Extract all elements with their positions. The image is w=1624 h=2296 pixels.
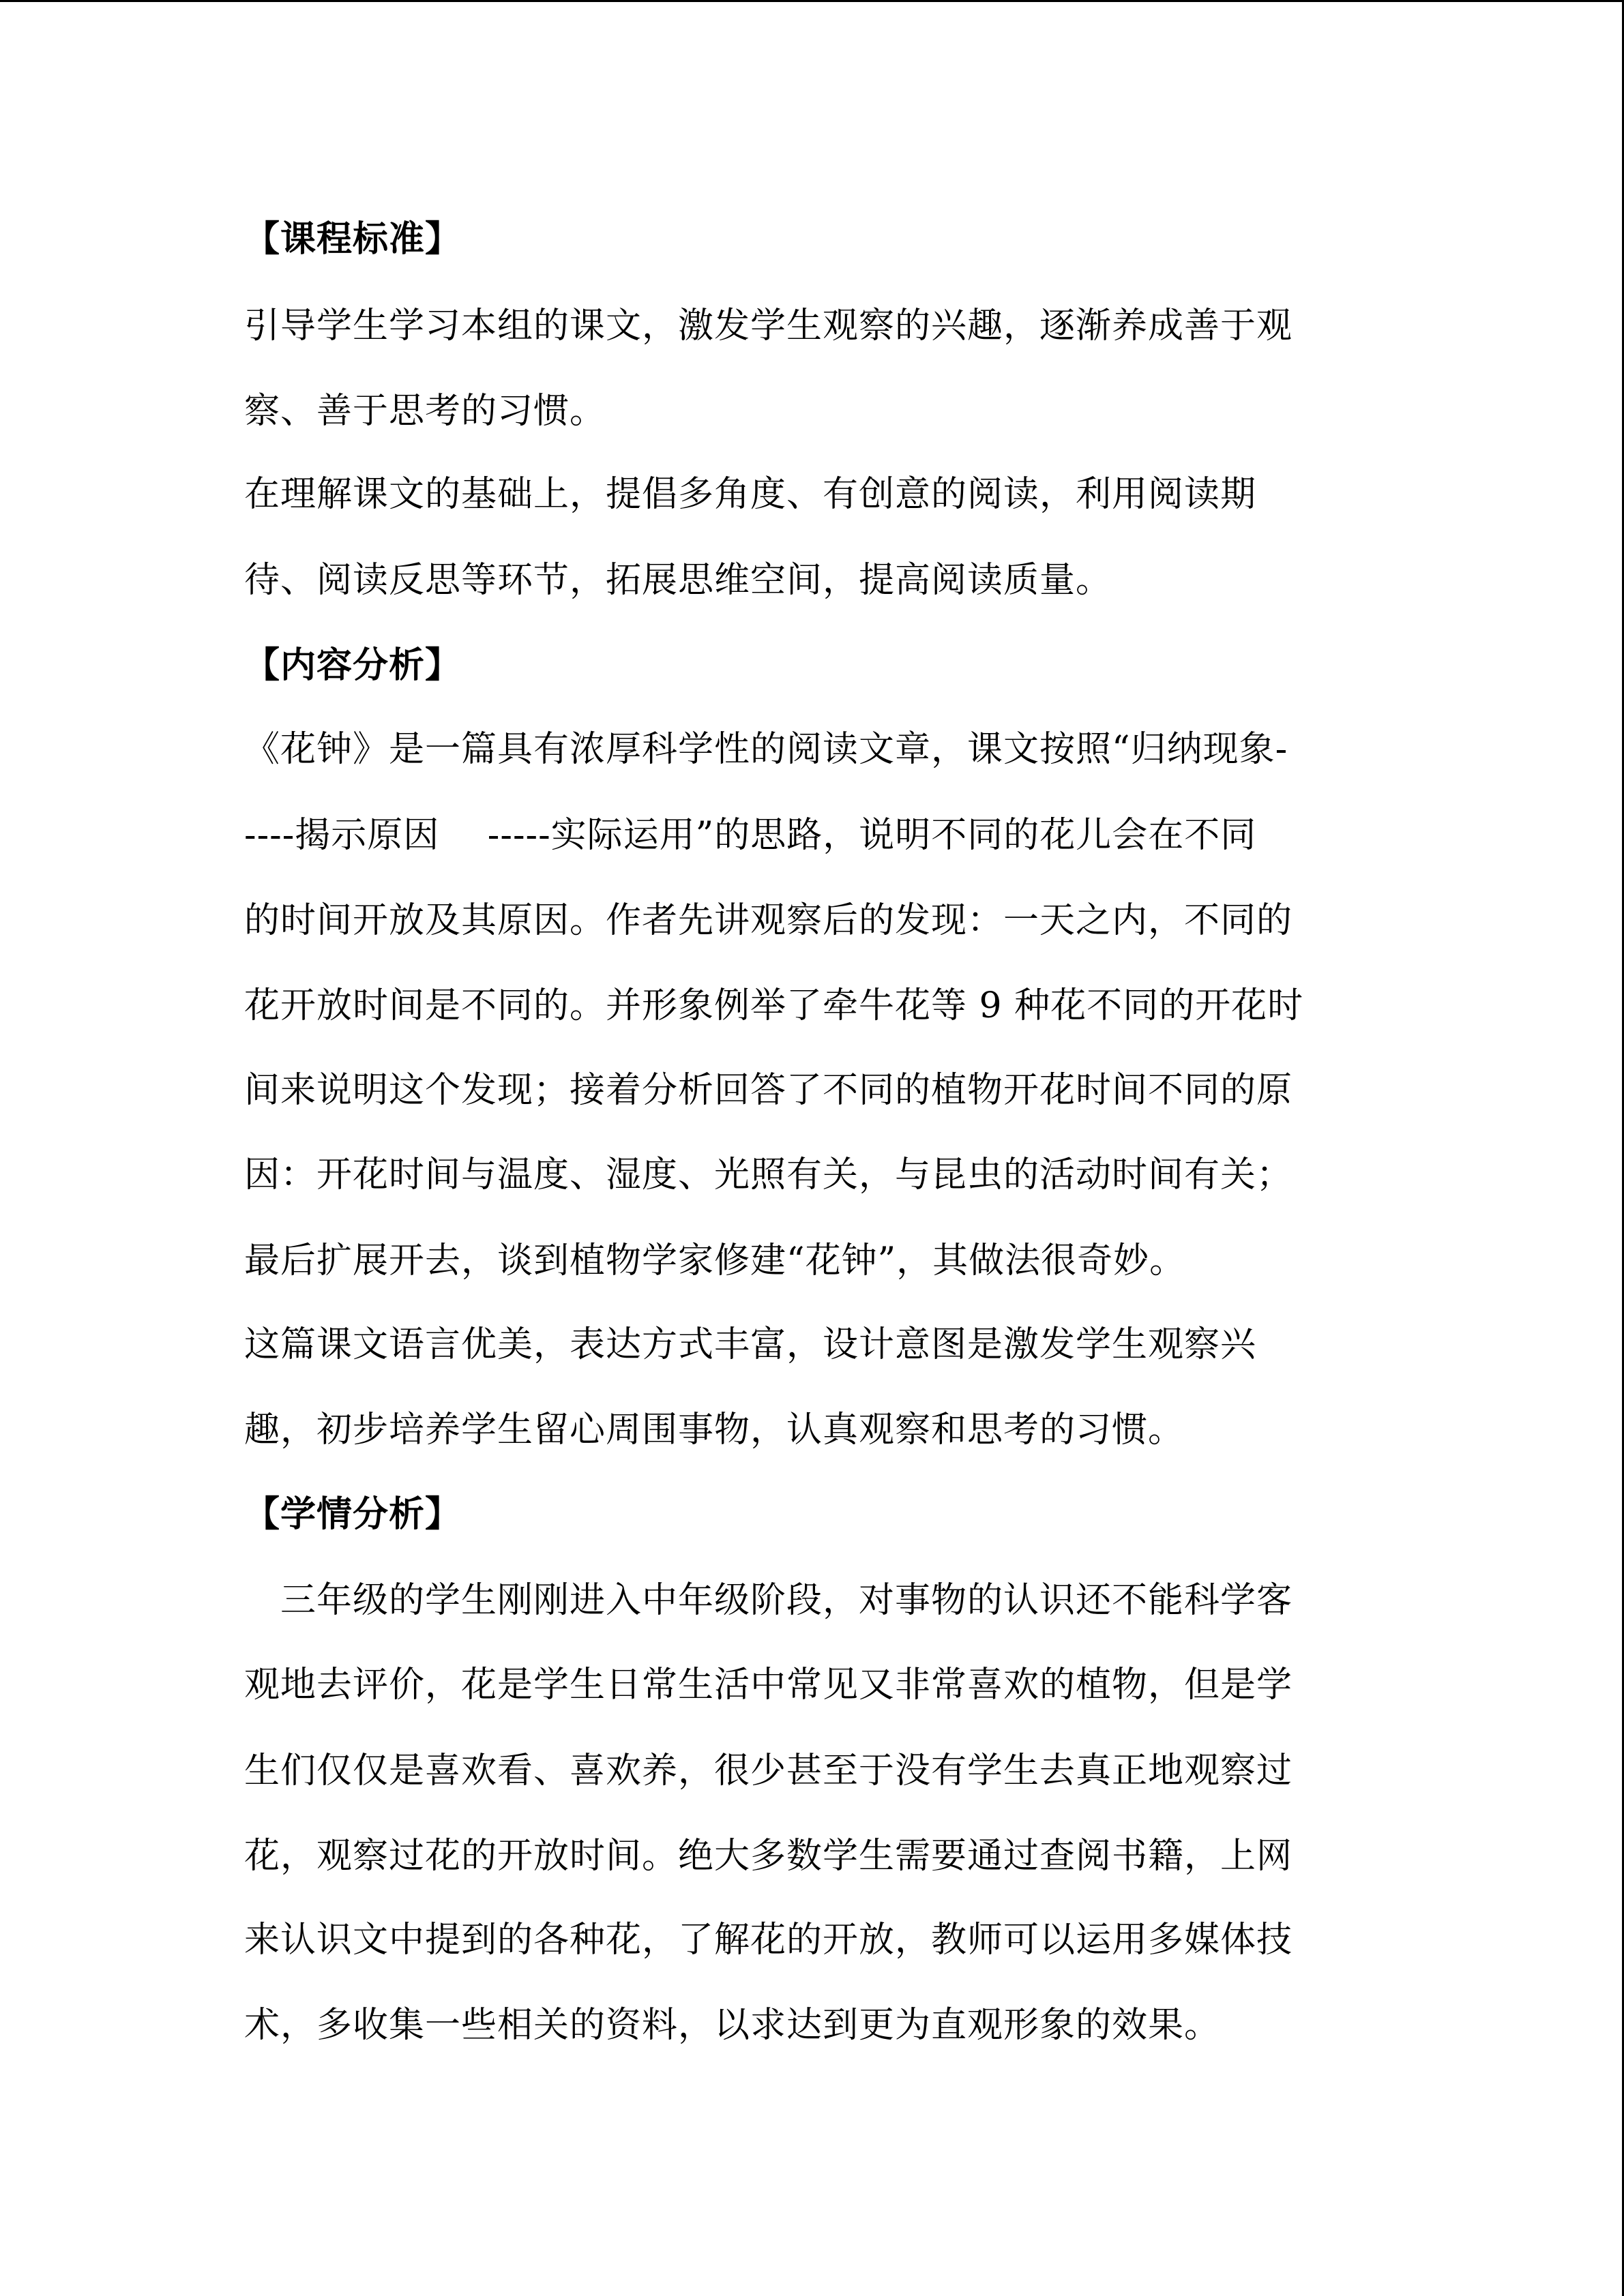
paragraph-line: 生们仅仅是喜欢看、喜欢养，很少甚至于没有学生去真正地观察过 xyxy=(244,1750,1293,1791)
paragraph-line: 这篇课文语言优美，表达方式丰富，设计意图是激发学生观察兴 xyxy=(244,1324,1257,1365)
paragraph-line: 花开放时间是不同的。并形象例举了牵牛花等 9 种花不同的开花时 xyxy=(244,985,1304,1026)
paragraph-line: 趣，初步培养学生留心周围事物，认真观察和思考的习惯。 xyxy=(244,1410,1185,1450)
paragraph-line: 《花钟》是一篇具有浓厚科学性的阅读文章，课文按照“归纳现象- xyxy=(244,729,1288,770)
section-heading-content-analysis: 【内容分析】 xyxy=(244,645,462,686)
paragraph-line: 来认识文中提到的各种花，了解花的开放，教师可以运用多媒体技 xyxy=(244,1920,1293,1960)
paragraph-line: 术，多收集一些相关的资料，以求达到更为直观形象的效果。 xyxy=(244,2005,1221,2046)
paragraph-line: 花，观察过花的开放时间。绝大多数学生需要通过查阅书籍，上网 xyxy=(244,1836,1293,1877)
section-heading-learner-analysis: 【学情分析】 xyxy=(244,1494,462,1535)
paragraph-line: 在理解课文的基础上，提倡多角度、有创意的阅读，利用阅读期 xyxy=(244,474,1257,515)
section-heading-course-standard: 【课程标准】 xyxy=(244,219,462,260)
paragraph-line: 察、善于思考的习惯。 xyxy=(244,391,606,432)
paragraph-line: 待、阅读反思等环节，拓展思维空间，提高阅读质量。 xyxy=(244,560,1112,601)
paragraph-line: 因：开花时间与温度、湿度、光照有关，与昆虫的活动时间有关； xyxy=(244,1154,1293,1195)
paragraph-line: 三年级的学生刚刚进入中年级阶段，对事物的认识还不能科学客 xyxy=(244,1580,1293,1621)
paragraph-line: 的时间开放及其原因。作者先讲观察后的发现：一天之内，不同的 xyxy=(244,900,1293,941)
paragraph-line: 引导学生学习本组的课文，激发学生观察的兴趣，逐渐养成善于观 xyxy=(244,305,1293,346)
paragraph-line: 最后扩展开去，谈到植物学家修建“花钟”，其做法很奇妙。 xyxy=(244,1240,1186,1281)
paragraph-line: 观地去评价，花是学生日常生活中常见又非常喜欢的植物，但是学 xyxy=(244,1665,1293,1705)
paragraph-line: ----揭示原因 -----实际运用”的思路，说明不同的花儿会在不同 xyxy=(244,815,1257,856)
paragraph-line: 间来说明这个发现；接着分析回答了不同的植物开花时间不同的原 xyxy=(244,1070,1293,1111)
